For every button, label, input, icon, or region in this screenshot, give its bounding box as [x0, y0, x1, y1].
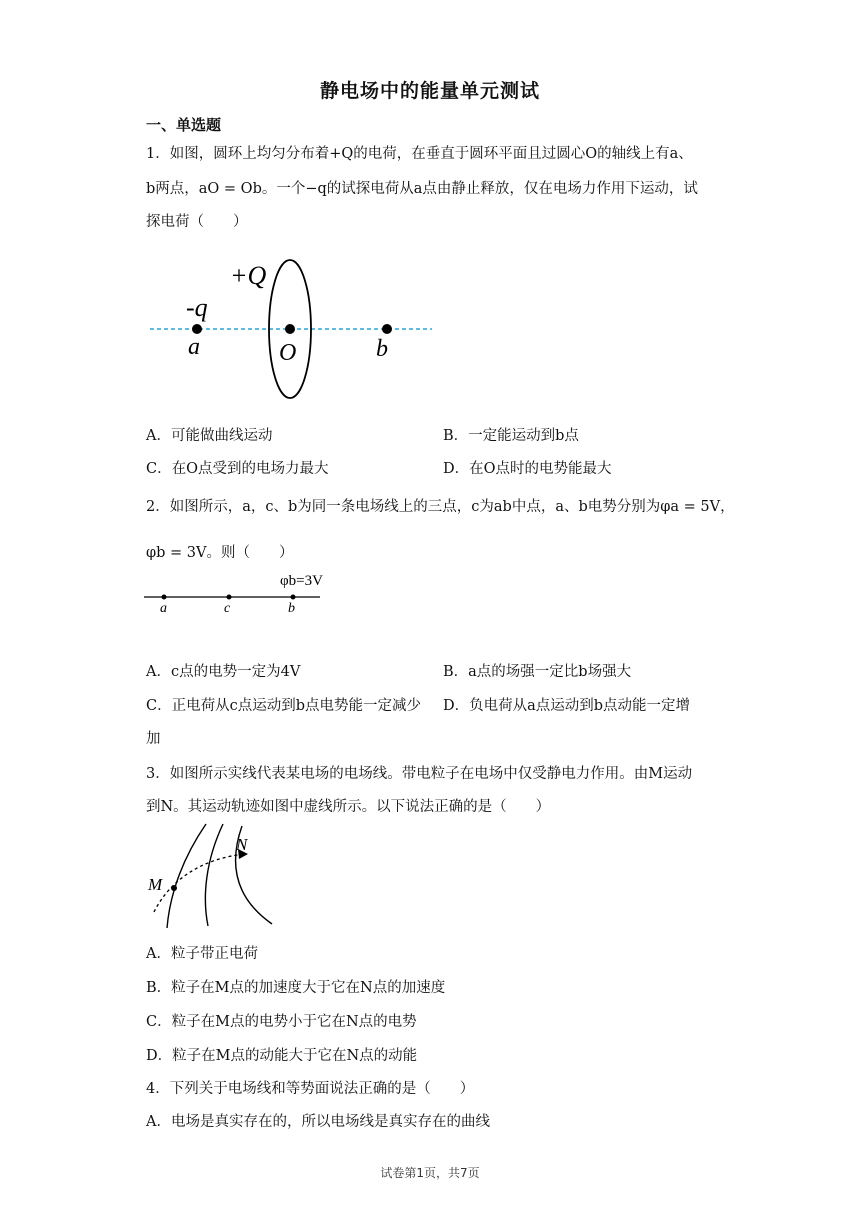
- point-a-label: a: [160, 601, 167, 616]
- section-heading: 一、单选题: [146, 116, 222, 134]
- q2-option-d-continued: 加: [146, 731, 161, 747]
- q1-ring-figure: [140, 250, 440, 405]
- q2-option-a[interactable]: A．c点的电势一定为4V: [146, 664, 301, 680]
- point-o-label: O: [279, 340, 297, 366]
- q2-option-b[interactable]: B．a点的场强一定比b场强大: [443, 664, 632, 680]
- field-line-left: [167, 824, 206, 928]
- trajectory-dashed: [154, 854, 246, 912]
- ring-charge-label: +Q: [230, 261, 267, 290]
- q1-option-c[interactable]: C．在O点受到的电场力最大: [146, 461, 329, 477]
- q1-option-a[interactable]: A．可能做曲线运动: [146, 428, 273, 444]
- point-b-dot: [291, 595, 296, 600]
- phi-b-label: φb=3V: [280, 573, 323, 589]
- q2-field-line-figure: [140, 568, 340, 618]
- q4-line1: 4．下列关于电场线和等势面说法正确的是（ ）: [146, 1081, 475, 1097]
- q2-line2: φb = 3V。则（ ）: [146, 545, 294, 561]
- point-o-dot: [285, 324, 295, 334]
- test-charge-label: -q: [186, 293, 208, 322]
- q1-line3: 探电荷（ ）: [146, 214, 248, 230]
- field-line-middle: [205, 824, 223, 926]
- point-a-dot: [192, 324, 202, 334]
- q3-line1: 3．如图所示实线代表某电场的电场线。带电粒子在电场中仅受静电力作用。由M运动: [146, 766, 693, 782]
- point-m-dot: [171, 885, 177, 891]
- q3-option-c[interactable]: C．粒子在M点的电势小于它在N点的电势: [146, 1014, 417, 1030]
- q2-option-c[interactable]: C．正电荷从c点运动到b点电势能一定减少: [146, 698, 421, 714]
- q3-option-b[interactable]: B．粒子在M点的加速度大于它在N点的加速度: [146, 980, 446, 996]
- q2-option-d[interactable]: D．负电荷从a点运动到b点动能一定增: [443, 698, 691, 714]
- q3-line2: 到N。其运动轨迹如图中虚线所示。以下说法正确的是（ ）: [146, 799, 551, 815]
- point-b-dot: [382, 324, 392, 334]
- q1-option-d[interactable]: D．在O点时的电势能最大: [443, 461, 612, 477]
- q4-option-a[interactable]: A．电场是真实存在的，所以电场线是真实存在的曲线: [146, 1114, 490, 1130]
- q3-field-lines-figure: [140, 820, 280, 930]
- point-c-label: c: [224, 601, 231, 616]
- page-title: 静电场中的能量单元测试: [319, 80, 540, 102]
- q3-option-a[interactable]: A．粒子带正电荷: [146, 946, 258, 962]
- q2-line1: 2．如图所示，a，c、b为同一条电场线上的三点，c为ab中点，a、b电势分别为φa = 5V，: [146, 499, 735, 515]
- point-b-label: b: [376, 336, 388, 362]
- point-b-label: b: [288, 601, 295, 616]
- point-m-label: M: [148, 875, 163, 894]
- point-c-dot: [227, 595, 232, 600]
- point-a-label: a: [188, 334, 200, 360]
- q3-option-d[interactable]: D．粒子在M点的动能大于它在N点的动能: [146, 1048, 418, 1064]
- page-footer: 试卷第1页，共7页: [380, 1166, 480, 1180]
- q1-line2: b两点，aO = Ob。一个−q的试探电荷从a点由静止释放，仅在电场力作用下运动，试: [146, 181, 698, 197]
- point-n-label: N: [236, 835, 248, 854]
- point-a-dot: [162, 595, 167, 600]
- q1-line1: 1．如图，圆环上均匀分布着+Q的电荷，在垂直于圆环平面且过圆心O的轴线上有a、: [146, 146, 693, 162]
- q1-option-b[interactable]: B．一定能运动到b点: [443, 428, 579, 444]
